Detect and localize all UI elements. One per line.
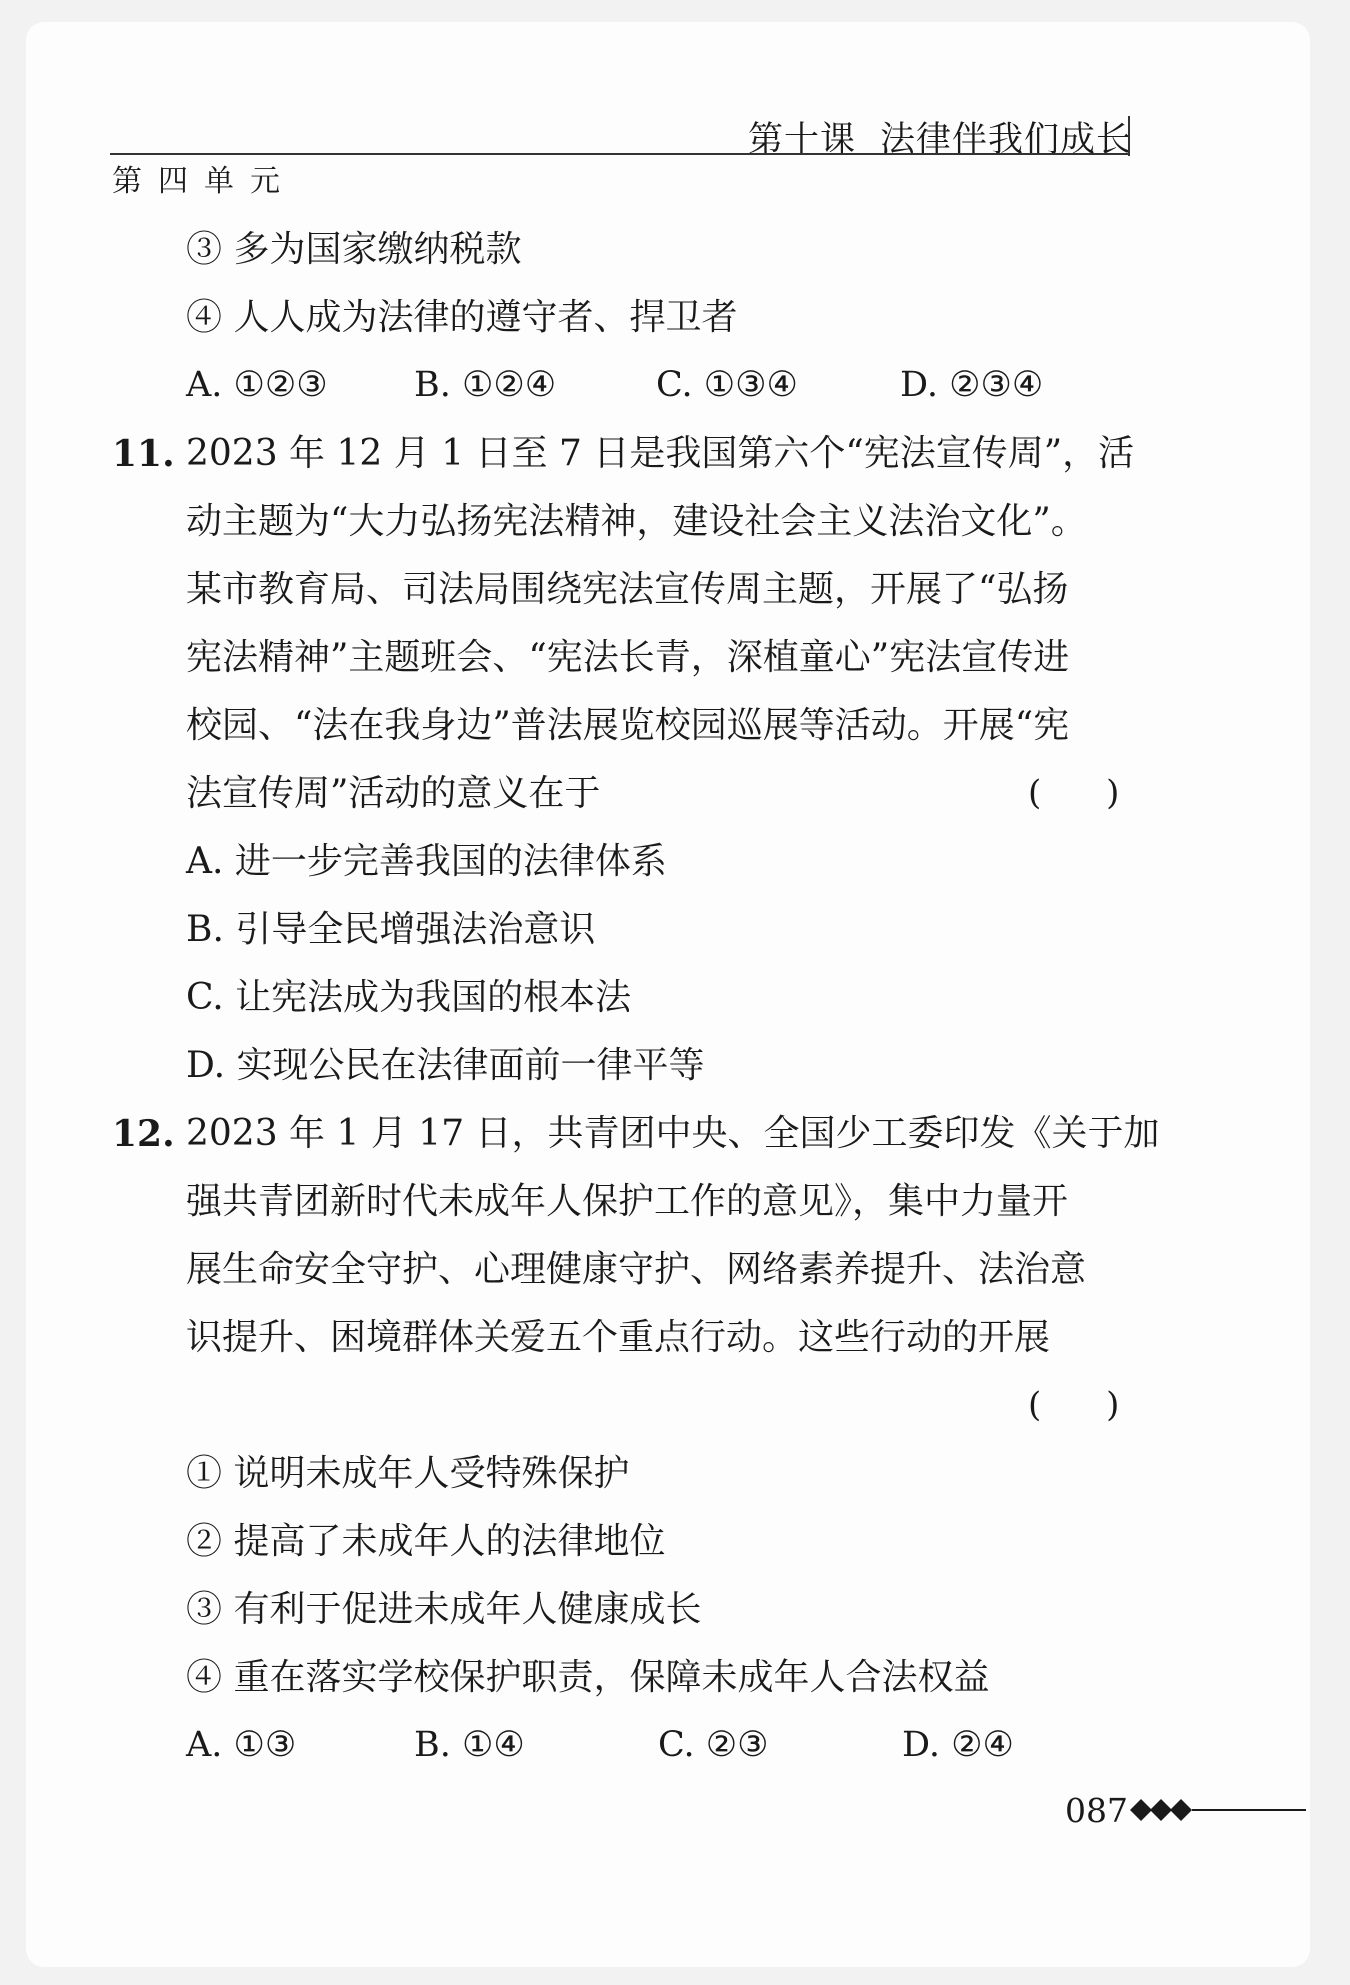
q11-option-a: A. 进一步完善我国的法律体系	[186, 841, 667, 882]
q10-item-3: ③ 多为国家缴纳税款	[186, 229, 522, 270]
q11-stem-line: 宪法精神”主题班会、“宪法长青，深植童心”宪法宣传进	[186, 637, 1070, 678]
q11-stem-line: 2023 年 12 月 1 日至 7 日是我国第六个“宪法宣传周”，活	[186, 433, 1135, 474]
lesson-number: 第十课	[747, 120, 856, 160]
q11-stem-line: 某市教育局、司法局围绕宪法宣传周主题，开展了“弘扬	[186, 569, 1069, 610]
q11-option-c: C. 让宪法成为我国的根本法	[186, 977, 632, 1018]
q11-stem-line: 校园、“法在我身边”普法展览校园巡展等活动。开展“宪	[186, 705, 1070, 746]
q11-number: 11.	[112, 433, 175, 475]
q12-option-c: C. ②③	[658, 1725, 769, 1765]
q12-option-d: D. ②④	[902, 1725, 1014, 1765]
diamond-ornament-icon	[1130, 1796, 1310, 1826]
q11-option-d: D. 实现公民在法律面前一律平等	[186, 1045, 705, 1086]
q11-answer-blank: ( )	[1028, 773, 1120, 813]
q12-stem-line: 展生命安全守护、心理健康守护、网络素养提升、法治意	[186, 1249, 1087, 1290]
q12-item-3: ③ 有利于促进未成年人健康成长	[186, 1589, 702, 1630]
q12-item-4: ④ 重在落实学校保护职责，保障未成年人合法权益	[186, 1657, 990, 1698]
q12-stem-line: 识提升、困境群体关爱五个重点行动。这些行动的开展	[186, 1317, 1051, 1358]
q10-item-4: ④ 人人成为法律的遵守者、捍卫者	[186, 297, 738, 338]
q12-option-b: B. ①④	[414, 1725, 525, 1765]
q11-option-b: B. 引导全民增强法治意识	[186, 909, 596, 950]
q10-option-d: D. ②③④	[900, 365, 1044, 405]
header-rule	[110, 153, 1130, 155]
q11-stem-line: 法宣传周”活动的意义在于	[186, 773, 601, 814]
q10-option-b: B. ①②④	[414, 365, 557, 405]
q12-item-2: ② 提高了未成年人的法律地位	[186, 1521, 666, 1562]
q12-stem-line: 强共青团新时代未成年人保护工作的意见》，集中力量开	[186, 1181, 1069, 1222]
q12-answer-blank: ( )	[1028, 1385, 1120, 1425]
q10-option-a: A. ①②③	[186, 365, 328, 405]
unit-label: 第四单元	[112, 164, 296, 199]
q12-item-1: ① 说明未成年人受特殊保护	[186, 1453, 630, 1494]
page-number: 087	[1065, 1791, 1128, 1830]
q10-option-c: C. ①③④	[656, 365, 798, 405]
q11-stem-line: 动主题为“大力弘扬宪法精神，建设社会主义法治文化”。	[186, 501, 1087, 542]
q12-option-a: A. ①③	[186, 1725, 297, 1765]
q12-stem-line: 2023 年 1 月 17 日，共青团中央、全国少工委印发《关于加	[186, 1113, 1160, 1154]
q12-number: 12.	[112, 1113, 175, 1155]
header-divider	[1128, 116, 1130, 156]
lesson-title: 法律伴我们成长	[879, 120, 1132, 160]
